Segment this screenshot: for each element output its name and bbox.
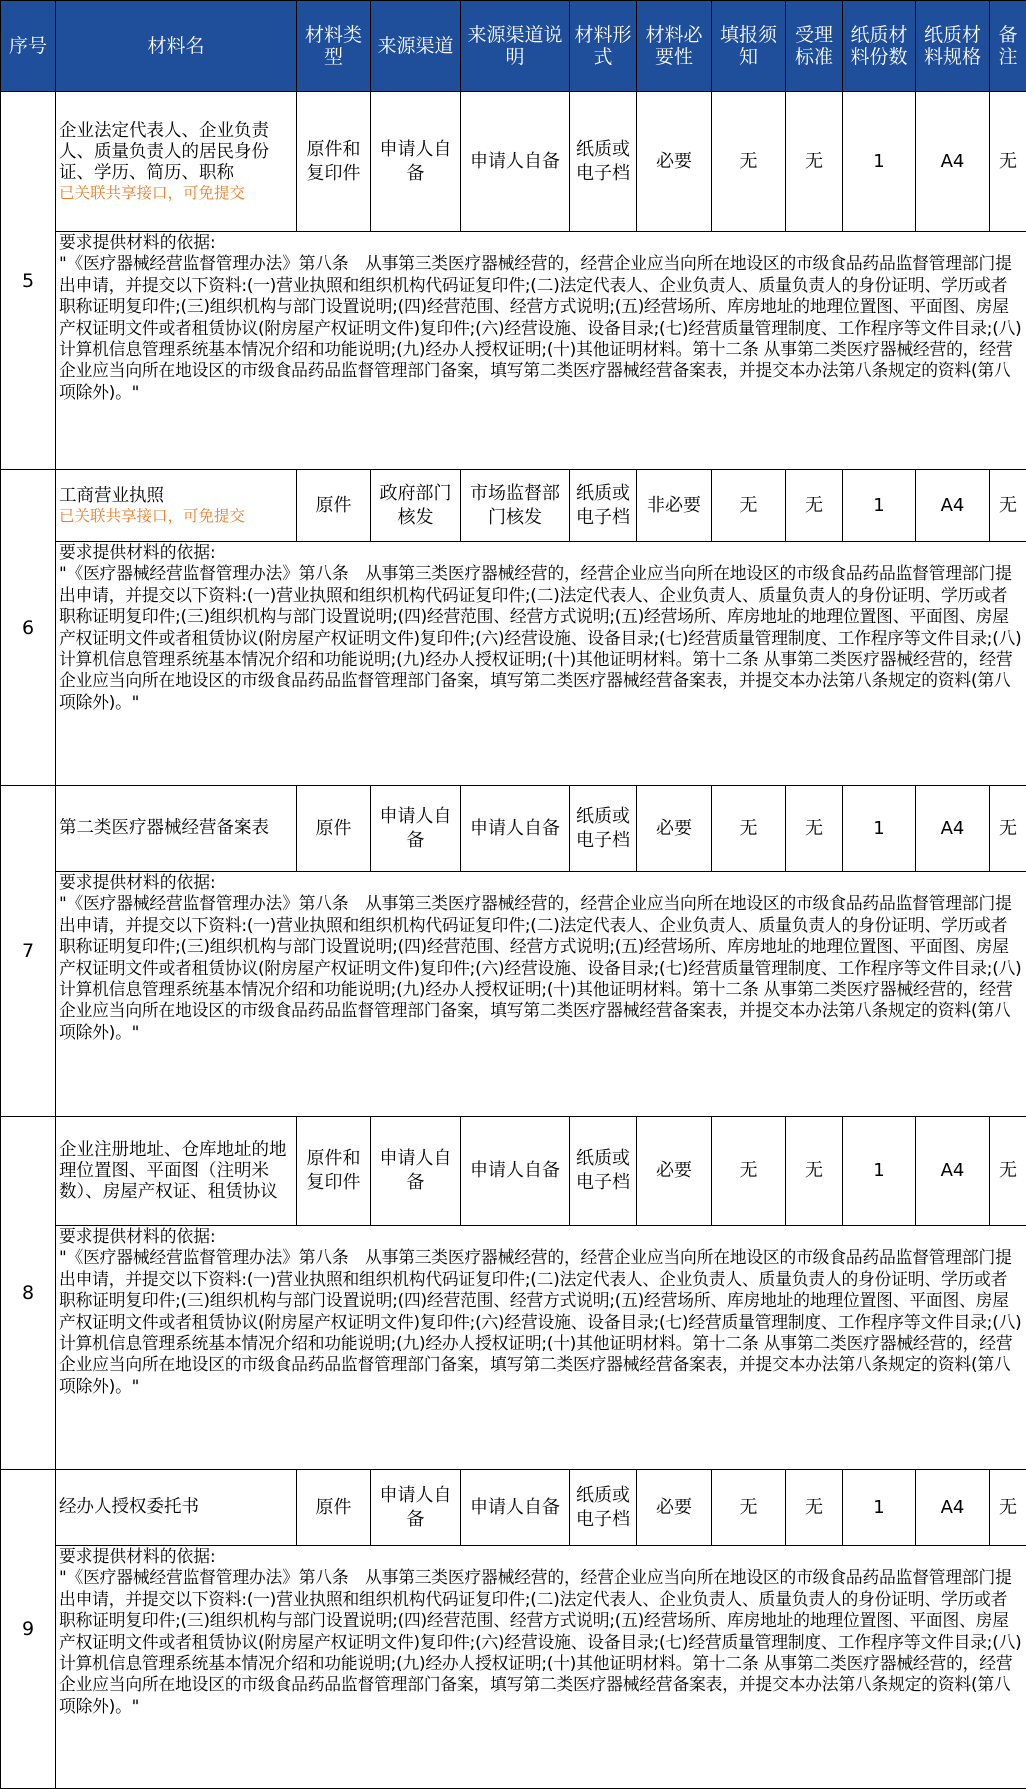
filling-notice-cell: 无 — [712, 470, 786, 542]
material-name: 工商营业执照 — [59, 486, 164, 506]
material-form-cell: 纸质或电子档 — [570, 92, 637, 232]
header-material-type: 材料类型 — [297, 1, 371, 92]
filling-notice-cell: 无 — [712, 1117, 786, 1226]
remark-cell: 无 — [990, 92, 1026, 232]
acceptance-standard-cell: 无 — [786, 786, 843, 872]
source-channel-cell: 申请人自备 — [371, 92, 461, 232]
necessity-cell: 必要 — [637, 1117, 712, 1226]
necessity-cell: 必要 — [637, 786, 712, 872]
material-name-cell — [56, 470, 297, 542]
channel-description-cell: 申请人自备 — [461, 786, 570, 872]
basis-cell — [56, 232, 1026, 470]
remark-cell: 无 — [990, 1470, 1026, 1546]
acceptance-standard-cell: 无 — [786, 92, 843, 232]
material-type-cell: 原件和复印件 — [297, 1117, 371, 1226]
basis-cell — [56, 1546, 1026, 1789]
shared-interface-note: 已关联共享接口，可免提交 — [59, 507, 293, 526]
paper-spec-cell: A4 — [916, 470, 990, 542]
material-type-cell: 原件 — [297, 1470, 371, 1546]
channel-description-cell: 市场监督部门核发 — [461, 470, 570, 542]
filling-notice-cell: 无 — [712, 92, 786, 232]
material-form-cell: 纸质或电子档 — [570, 470, 637, 542]
basis-text: "《医疗器械经营监督管理办法》第八条 从事第三类医疗器械经营的，经营企业应当向所在地设区的市级食品药品监督管理部门提出申请，并提交以下资料:(一)营业执照和组织机构代码证复印件;(二)法定代表人、企业负责人、质量负责人的身份证明、学历或者职称证明复印件;(三)组织机构与部门设置说明;(四)经营范围、经营方式说明;(五)经营场所、库房地址的地理位置图、平面图、房屋产权证明文件或者租赁协议(附房屋产权证明文件)复印件;(六)经营设施、设备目录;(七)经营质量管理制度、工作程序等文件目录;(八)计算机信息管理系统基本情况介绍和功能说明;(九)经办人授权证明;(十)其他证明材料。第十二条 从事第二类医疗器械经营的，经营企业应当向所在地设区的市级食品药品监督管理部门备案，填写第二类医疗器械经营备案表，并提交本办法第八条规定的资料(第八项除外)。" — [59, 1247, 1023, 1397]
remark-cell: 无 — [990, 1117, 1026, 1226]
source-channel-cell: 申请人自备 — [371, 1470, 461, 1546]
material-basis-row — [1, 872, 1026, 1117]
necessity-cell: 必要 — [637, 92, 712, 232]
basis-text: "《医疗器械经营监督管理办法》第八条 从事第三类医疗器械经营的，经营企业应当向所在地设区的市级食品药品监督管理部门提出申请，并提交以下资料:(一)营业执照和组织机构代码证复印件;(二)法定代表人、企业负责人、质量负责人的身份证明、学历或者职称证明复印件;(三)组织机构与部门设置说明;(四)经营范围、经营方式说明;(五)经营场所、库房地址的地理位置图、平面图、房屋产权证明文件或者租赁协议(附房屋产权证明文件)复印件;(六)经营设施、设备目录;(七)经营质量管理制度、工作程序等文件目录;(八)计算机信息管理系统基本情况介绍和功能说明;(九)经办人授权证明;(十)其他证明材料。第十二条 从事第二类医疗器械经营的，经营企业应当向所在地设区的市级食品药品监督管理部门备案，填写第二类医疗器械经营备案表，并提交本办法第八条规定的资料(第八项除外)。" — [59, 563, 1023, 713]
paper-spec-cell: A4 — [916, 92, 990, 232]
header-seq: 序号 — [1, 1, 56, 92]
basis-text: "《医疗器械经营监督管理办法》第八条 从事第三类医疗器械经营的，经营企业应当向所在地设区的市级食品药品监督管理部门提出申请，并提交以下资料:(一)营业执照和组织机构代码证复印件;(二)法定代表人、企业负责人、质量负责人的身份证明、学历或者职称证明复印件;(三)组织机构与部门设置说明;(四)经营范围、经营方式说明;(五)经营场所、库房地址的地理位置图、平面图、房屋产权证明文件或者租赁协议(附房屋产权证明文件)复印件;(六)经营设施、设备目录;(七)经营质量管理制度、工作程序等文件目录;(八)计算机信息管理系统基本情况介绍和功能说明;(九)经办人授权证明;(十)其他证明材料。第十二条 从事第二类医疗器械经营的，经营企业应当向所在地设区的市级食品药品监督管理部门备案，填写第二类医疗器械经营备案表，并提交本办法第八条规定的资料(第八项除外)。" — [59, 1567, 1023, 1717]
shared-interface-note: 已关联共享接口，可免提交 — [59, 184, 293, 203]
acceptance-standard-cell: 无 — [786, 470, 843, 542]
material-name-cell — [56, 92, 297, 232]
basis-cell — [56, 872, 1026, 1117]
material-basis-row — [1, 232, 1026, 470]
material-name-cell — [56, 1117, 297, 1226]
header-paper-spec: 纸质材料规格 — [916, 1, 990, 92]
header-row — [1, 1, 1026, 92]
header-paper-copies: 纸质材料份数 — [843, 1, 916, 92]
paper-spec-cell: A4 — [916, 786, 990, 872]
material-type-cell: 原件 — [297, 786, 371, 872]
row-seq: 7 — [1, 786, 56, 1117]
source-channel-cell: 申请人自备 — [371, 786, 461, 872]
basis-title: 要求提供材料的依据: — [59, 1546, 1023, 1567]
paper-copies-cell: 1 — [843, 1470, 916, 1546]
row-seq: 8 — [1, 1117, 56, 1470]
material-row — [1, 470, 1026, 542]
acceptance-standard-cell: 无 — [786, 1117, 843, 1226]
header-necessity: 材料必要性 — [637, 1, 712, 92]
material-row — [1, 786, 1026, 872]
material-basis-row — [1, 542, 1026, 786]
basis-title: 要求提供材料的依据: — [59, 232, 1023, 253]
material-name: 企业注册地址、仓库地址的地理位置图、平面图（注明米数）、房屋产权证、租赁协议 — [59, 1140, 287, 1202]
source-channel-cell: 申请人自备 — [371, 1117, 461, 1226]
header-source-channel: 来源渠道 — [371, 1, 461, 92]
channel-description-cell: 申请人自备 — [461, 1117, 570, 1226]
remark-cell: 无 — [990, 786, 1026, 872]
acceptance-standard-cell: 无 — [786, 1470, 843, 1546]
necessity-cell: 非必要 — [637, 470, 712, 542]
basis-cell — [56, 1226, 1026, 1470]
remark-cell: 无 — [990, 470, 1026, 542]
material-row — [1, 1117, 1026, 1226]
channel-description-cell: 申请人自备 — [461, 92, 570, 232]
filling-notice-cell: 无 — [712, 1470, 786, 1546]
header-material-form: 材料形式 — [570, 1, 637, 92]
header-acceptance-standard: 受理标准 — [786, 1, 843, 92]
paper-spec-cell: A4 — [916, 1470, 990, 1546]
source-channel-cell: 政府部门核发 — [371, 470, 461, 542]
material-type-cell: 原件 — [297, 470, 371, 542]
header-remark: 备注 — [990, 1, 1026, 92]
paper-copies-cell: 1 — [843, 786, 916, 872]
material-type-cell: 原件和复印件 — [297, 92, 371, 232]
material-basis-row — [1, 1546, 1026, 1789]
basis-title: 要求提供材料的依据: — [59, 1226, 1023, 1247]
material-name-cell — [56, 786, 297, 872]
header-material-name: 材料名 — [56, 1, 297, 92]
header-filling-notice: 填报须知 — [712, 1, 786, 92]
paper-copies-cell: 1 — [843, 92, 916, 232]
material-name: 经办人授权委托书 — [59, 1497, 199, 1517]
basis-text: "《医疗器械经营监督管理办法》第八条 从事第三类医疗器械经营的，经营企业应当向所在地设区的市级食品药品监督管理部门提出申请，并提交以下资料:(一)营业执照和组织机构代码证复印件;(二)法定代表人、企业负责人、质量负责人的身份证明、学历或者职称证明复印件;(三)组织机构与部门设置说明;(四)经营范围、经营方式说明;(五)经营场所、库房地址的地理位置图、平面图、房屋产权证明文件或者租赁协议(附房屋产权证明文件)复印件;(六)经营设施、设备目录;(七)经营质量管理制度、工作程序等文件目录;(八)计算机信息管理系统基本情况介绍和功能说明;(九)经办人授权证明;(十)其他证明材料。第十二条 从事第二类医疗器械经营的，经营企业应当向所在地设区的市级食品药品监督管理部门备案，填写第二类医疗器械经营备案表，并提交本办法第八条规定的资料(第八项除外)。" — [59, 893, 1023, 1043]
necessity-cell: 必要 — [637, 1470, 712, 1546]
basis-text: "《医疗器械经营监督管理办法》第八条 从事第三类医疗器械经营的，经营企业应当向所在地设区的市级食品药品监督管理部门提出申请，并提交以下资料:(一)营业执照和组织机构代码证复印件;(二)法定代表人、企业负责人、质量负责人的身份证明、学历或者职称证明复印件;(三)组织机构与部门设置说明;(四)经营范围、经营方式说明;(五)经营场所、库房地址的地理位置图、平面图、房屋产权证明文件或者租赁协议(附房屋产权证明文件)复印件;(六)经营设施、设备目录;(七)经营质量管理制度、工作程序等文件目录;(八)计算机信息管理系统基本情况介绍和功能说明;(九)经办人授权证明;(十)其他证明材料。第十二条 从事第二类医疗器械经营的，经营企业应当向所在地设区的市级食品药品监督管理部门备案，填写第二类医疗器械经营备案表，并提交本办法第八条规定的资料(第八项除外)。" — [59, 253, 1023, 403]
paper-spec-cell: A4 — [916, 1117, 990, 1226]
material-form-cell: 纸质或电子档 — [570, 1117, 637, 1226]
channel-description-cell: 申请人自备 — [461, 1470, 570, 1546]
basis-title: 要求提供材料的依据: — [59, 872, 1023, 893]
row-seq: 9 — [1, 1470, 56, 1789]
material-name-cell — [56, 1470, 297, 1546]
material-row — [1, 1470, 1026, 1546]
row-seq: 5 — [1, 92, 56, 470]
header-channel-description: 来源渠道说明 — [461, 1, 570, 92]
material-form-cell: 纸质或电子档 — [570, 786, 637, 872]
material-basis-row — [1, 1226, 1026, 1470]
paper-copies-cell: 1 — [843, 1117, 916, 1226]
basis-title: 要求提供材料的依据: — [59, 542, 1023, 563]
material-name: 企业法定代表人、企业负责人、质量负责人的居民身份证、学历、简历、职称 — [59, 121, 269, 183]
material-row — [1, 92, 1026, 232]
material-name: 第二类医疗器械经营备案表 — [59, 818, 269, 838]
row-seq: 6 — [1, 470, 56, 786]
material-form-cell: 纸质或电子档 — [570, 1470, 637, 1546]
basis-cell — [56, 542, 1026, 786]
paper-copies-cell: 1 — [843, 470, 916, 542]
filling-notice-cell: 无 — [712, 786, 786, 872]
